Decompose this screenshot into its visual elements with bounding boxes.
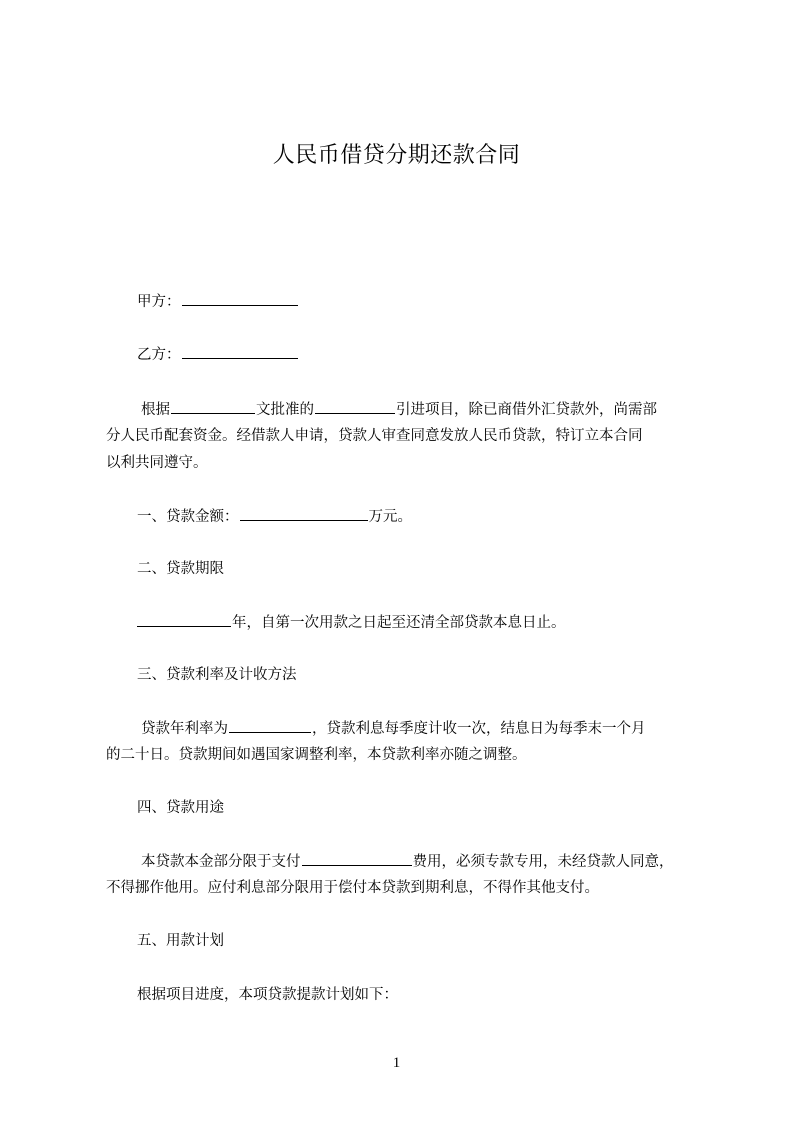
section4-text-1: 本贷款本金部分限于支付: [141, 854, 301, 870]
section2-body: [137, 612, 566, 633]
approval-doc-blank: [171, 399, 255, 414]
section3-text-2: ，贷款利息每季度计收一次，结息日为每季末一个月: [312, 721, 646, 737]
loan-term-blank: [137, 612, 231, 627]
party-a-label: 甲方：: [137, 294, 181, 310]
project-blank: [315, 399, 395, 414]
section3-text-1: 贷款年利率为: [141, 721, 228, 737]
section3-line-1: [141, 718, 646, 739]
section1-unit: 万元。: [368, 509, 412, 525]
party-b-line: [137, 344, 299, 365]
section4-heading: 四、贷款用途: [137, 800, 224, 816]
section4-line-2: 不得挪作他用。应付利息部分限用于偿付本贷款到期利息，不得作其他支付。: [106, 880, 599, 896]
intro-line-3: 以利共同遵守。: [106, 455, 208, 471]
interest-rate-blank: [229, 718, 311, 733]
party-a-blank: [182, 291, 298, 306]
section2-heading: 二、贷款期限: [137, 561, 224, 577]
expense-blank: [302, 851, 412, 866]
document-title: 人民币借贷分期还款合同: [272, 143, 521, 168]
party-a-line: [137, 291, 299, 312]
section3-heading: 三、贷款利率及计收方法: [137, 667, 297, 683]
section4-line-1: [141, 851, 674, 872]
section1-label: 一、贷款金额：: [137, 509, 239, 525]
section5-heading: 五、用款计划: [137, 933, 224, 949]
intro-text-1: 根据: [141, 402, 170, 418]
section4-text-2: 费用，必须专款专用，未经贷款人同意，: [412, 854, 674, 870]
section5-body: 根据项目进度，本项贷款提款计划如下：: [137, 987, 398, 1003]
party-b-label: 乙方：: [137, 347, 181, 363]
intro-line-1: [141, 399, 657, 420]
intro-text-2: 文批准的: [256, 402, 314, 418]
section3-line-2: 的二十日。贷款期间如遇国家调整利率，本贷款利率亦随之调整。: [106, 747, 527, 763]
intro-text-3: 引进项目，除已商借外汇贷款外，尚需部: [396, 402, 657, 418]
section2-text: 年，自第一次用款之日起至还清全部贷款本息日止。: [232, 615, 566, 631]
page-number: 1: [392, 1055, 401, 1071]
intro-line-2: 分人民币配套资金。经借款人申请，贷款人审查同意发放人民币贷款，特订立本合同: [106, 428, 643, 444]
party-b-blank: [182, 344, 298, 359]
section1-line: [137, 506, 412, 527]
loan-amount-blank: [240, 506, 368, 521]
